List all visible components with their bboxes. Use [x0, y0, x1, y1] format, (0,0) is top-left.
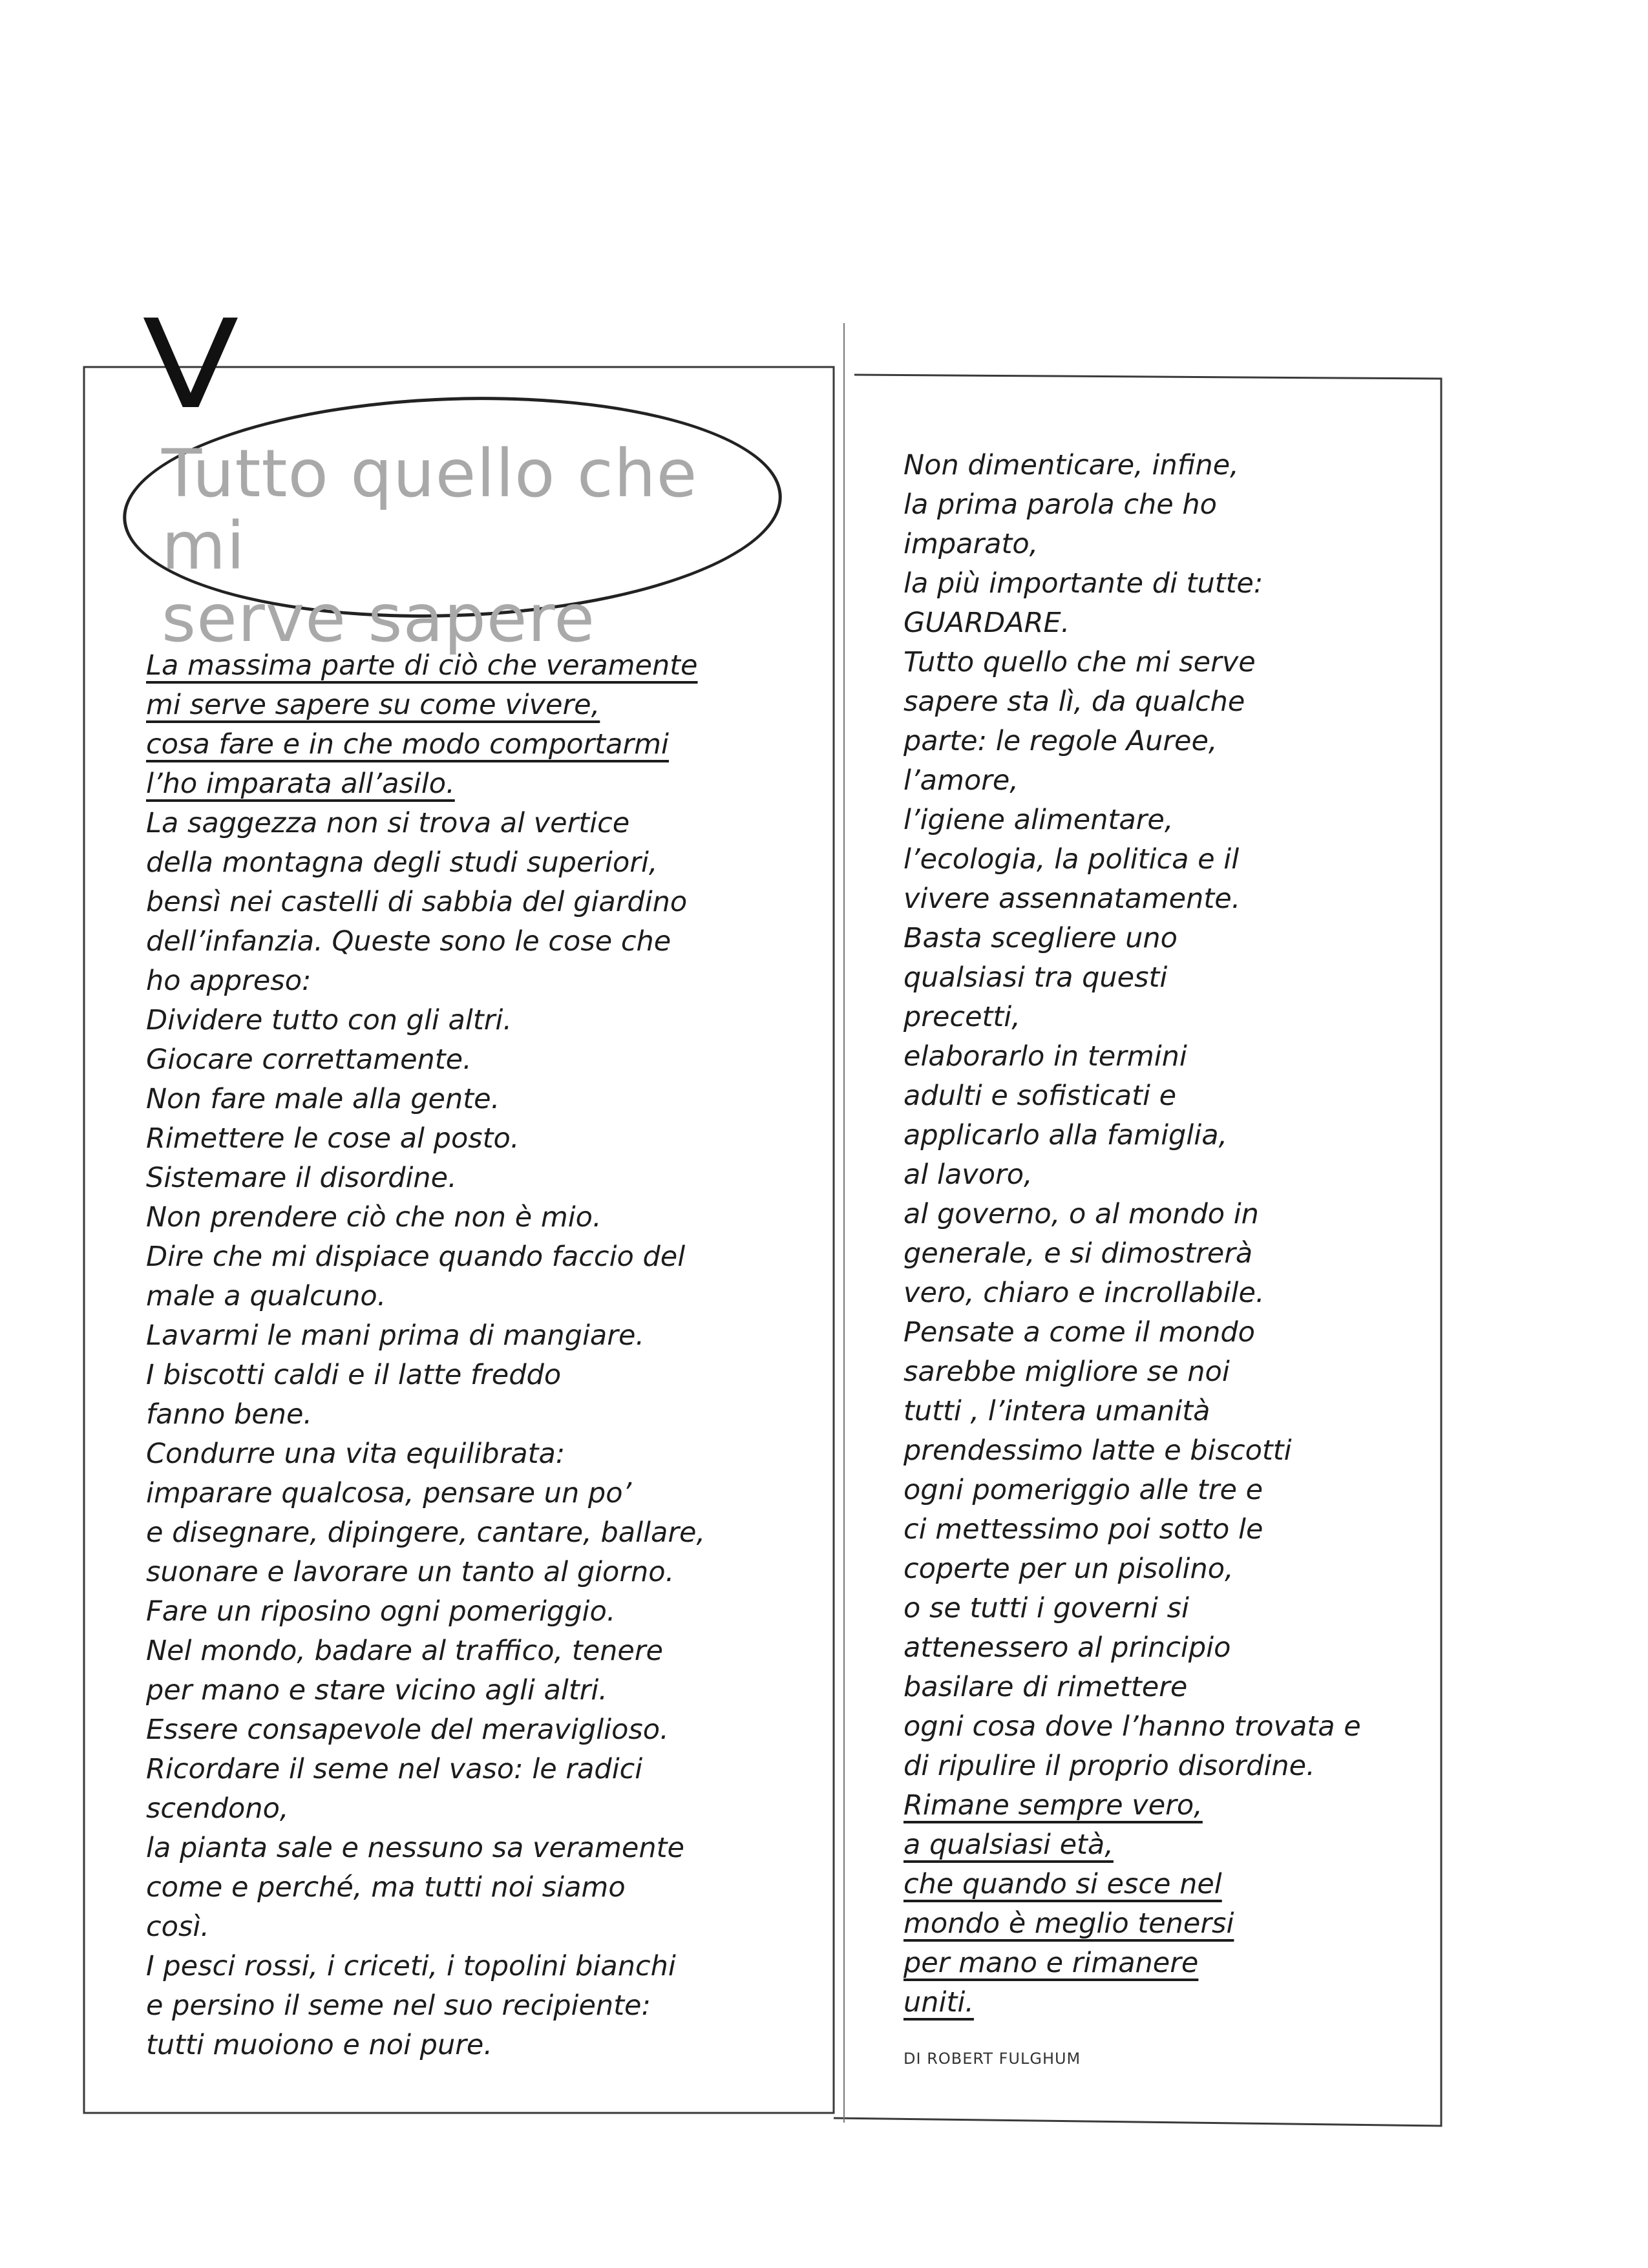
text-line: Rimettere le cose al posto. — [146, 1122, 520, 1155]
text-line: Dividere tutto con gli altri. — [146, 1004, 512, 1036]
text-line: così. — [146, 1911, 209, 1943]
text-line: ogni pomeriggio alle tre e — [903, 1474, 1263, 1506]
text-line: basilare di rimettere — [903, 1671, 1188, 1703]
text-line: Basta scegliere uno — [903, 922, 1178, 954]
text-line: La massima parte di ciò che veramente — [146, 649, 698, 682]
text-line: ci mettessimo poi sotto le — [903, 1513, 1263, 1546]
text-line: la prima parola che ho — [903, 488, 1217, 521]
text-line: attenessero al principio — [903, 1632, 1231, 1664]
text-line: ho appreso: — [146, 965, 312, 997]
text-line: la più importante di tutte: — [903, 567, 1263, 600]
text-line: della montagna degli studi superiori, — [146, 846, 658, 879]
text-line: imparare qualcosa, pensare un po’ — [146, 1477, 632, 1509]
text-line: che quando si esce nel — [903, 1868, 1222, 1900]
text-line: la pianta sale e nessuno sa veramente — [146, 1832, 684, 1864]
text-line: ogni cosa dove l’hanno trovata e — [903, 1710, 1361, 1743]
text-line: e disegnare, dipingere, cantare, ballare, — [146, 1517, 706, 1549]
text-line: al governo, o al mondo in — [903, 1198, 1259, 1230]
text-line: al lavoro, — [903, 1159, 1033, 1191]
text-line: I biscotti caldi e il latte freddo — [146, 1359, 562, 1391]
text-line: vero, chiaro e incrollabile. — [903, 1277, 1265, 1309]
text-line: Sistemare il disordine. — [146, 1162, 457, 1194]
text-line: Fare un riposino ogni pomeriggio. — [146, 1595, 616, 1628]
text-line: Tutto quello che mi serve — [903, 646, 1256, 678]
text-line: generale, e si dimostrerà — [903, 1237, 1253, 1270]
text-line: adulti e sofisticati e — [903, 1080, 1177, 1112]
text-line: prendessimo latte e biscotti — [903, 1434, 1292, 1467]
left-text-column — [146, 646, 818, 2065]
text-line: sapere sta lì, da qualche — [903, 686, 1245, 718]
text-line: per mano e rimanere — [903, 1947, 1199, 1979]
text-line: bensì nei castelli di sabbia del giardino — [146, 886, 688, 918]
text-line: Lavarmi le mani prima di mangiare. — [146, 1319, 645, 1352]
page-title — [162, 438, 795, 656]
text-line: suonare e lavorare un tanto al giorno. — [146, 1556, 675, 1588]
text-line: Non prendere ciò che non è mio. — [146, 1201, 602, 1234]
title-line-2: serve sapere — [162, 580, 595, 658]
title-line-1: Tutto quello che mi — [162, 436, 698, 585]
text-line: vivere assennatamente. — [903, 883, 1241, 915]
text-line: l’igiene alimentare, — [903, 804, 1174, 836]
text-line: applicarlo alla famiglia, — [903, 1119, 1228, 1151]
text-line: Pensate a come il mondo — [903, 1316, 1255, 1349]
text-line: Non fare male alla gente. — [146, 1083, 500, 1115]
text-line: precetti, — [903, 1001, 1020, 1033]
text-line: cosa fare e in che modo comportarmi — [146, 728, 669, 761]
text-line: coperte per un pisolino, — [903, 1553, 1234, 1585]
text-line: qualsiasi tra questi — [903, 961, 1168, 994]
text-line: l’ho imparata all’asilo. — [146, 768, 455, 800]
text-line: per mano e stare vicino agli altri. — [146, 1674, 607, 1706]
text-line: dell’infanzia. Queste sono le cose che — [146, 925, 671, 958]
section-letter-mark: V — [142, 293, 239, 436]
text-line: Condurre una vita equilibrata: — [146, 1438, 565, 1470]
text-line: Nel mondo, badare al traffico, tenere — [146, 1635, 663, 1667]
text-line: imparato, — [903, 528, 1039, 560]
text-line: o se tutti i governi si — [903, 1592, 1189, 1624]
text-line: Rimane sempre vero, — [903, 1789, 1203, 1822]
text-line: Giocare correttamente. — [146, 1044, 472, 1076]
text-line: come e perché, ma tutti noi siamo — [146, 1871, 626, 1904]
text-line: di ripulire il proprio disordine. — [903, 1750, 1315, 1782]
text-line: tutti , l’intera umanità — [903, 1395, 1210, 1427]
text-line: Non dimenticare, infine, — [903, 449, 1239, 481]
text-line: elaborarlo in termini — [903, 1040, 1187, 1073]
text-line: l’amore, — [903, 764, 1019, 797]
text-line: male a qualcuno. — [146, 1280, 386, 1312]
author-byline: DI ROBERT FULGHUM — [903, 2050, 1081, 2068]
text-line: a qualsiasi età, — [903, 1829, 1114, 1861]
text-line: mi serve sapere su come vivere, — [146, 689, 600, 721]
text-line: La saggezza non si trova al vertice — [146, 807, 630, 839]
text-line: tutti muoiono e noi pure. — [146, 2029, 493, 2061]
text-line: e persino il seme nel suo recipiente: — [146, 1990, 651, 2022]
text-line: GUARDARE. — [903, 607, 1070, 639]
text-line: parte: le regole Auree, — [903, 725, 1218, 757]
text-line: sarebbe migliore se noi — [903, 1356, 1230, 1388]
text-line: uniti. — [903, 1986, 974, 2019]
text-line: Dire che mi dispiace quando faccio del — [146, 1241, 686, 1273]
right-text-column — [903, 446, 1421, 2022]
text-line: mondo è meglio tenersi — [903, 1907, 1234, 1940]
text-line: Ricordare il seme nel vaso: le radici — [146, 1753, 643, 1785]
text-line: l’ecologia, la politica e il — [903, 843, 1240, 876]
text-line: scendono, — [146, 1792, 289, 1825]
text-line: I pesci rossi, i criceti, i topolini bianchi — [146, 1950, 676, 1982]
text-line: Essere consapevole del meraviglioso. — [146, 1714, 669, 1746]
text-line: fanno bene. — [146, 1398, 313, 1431]
